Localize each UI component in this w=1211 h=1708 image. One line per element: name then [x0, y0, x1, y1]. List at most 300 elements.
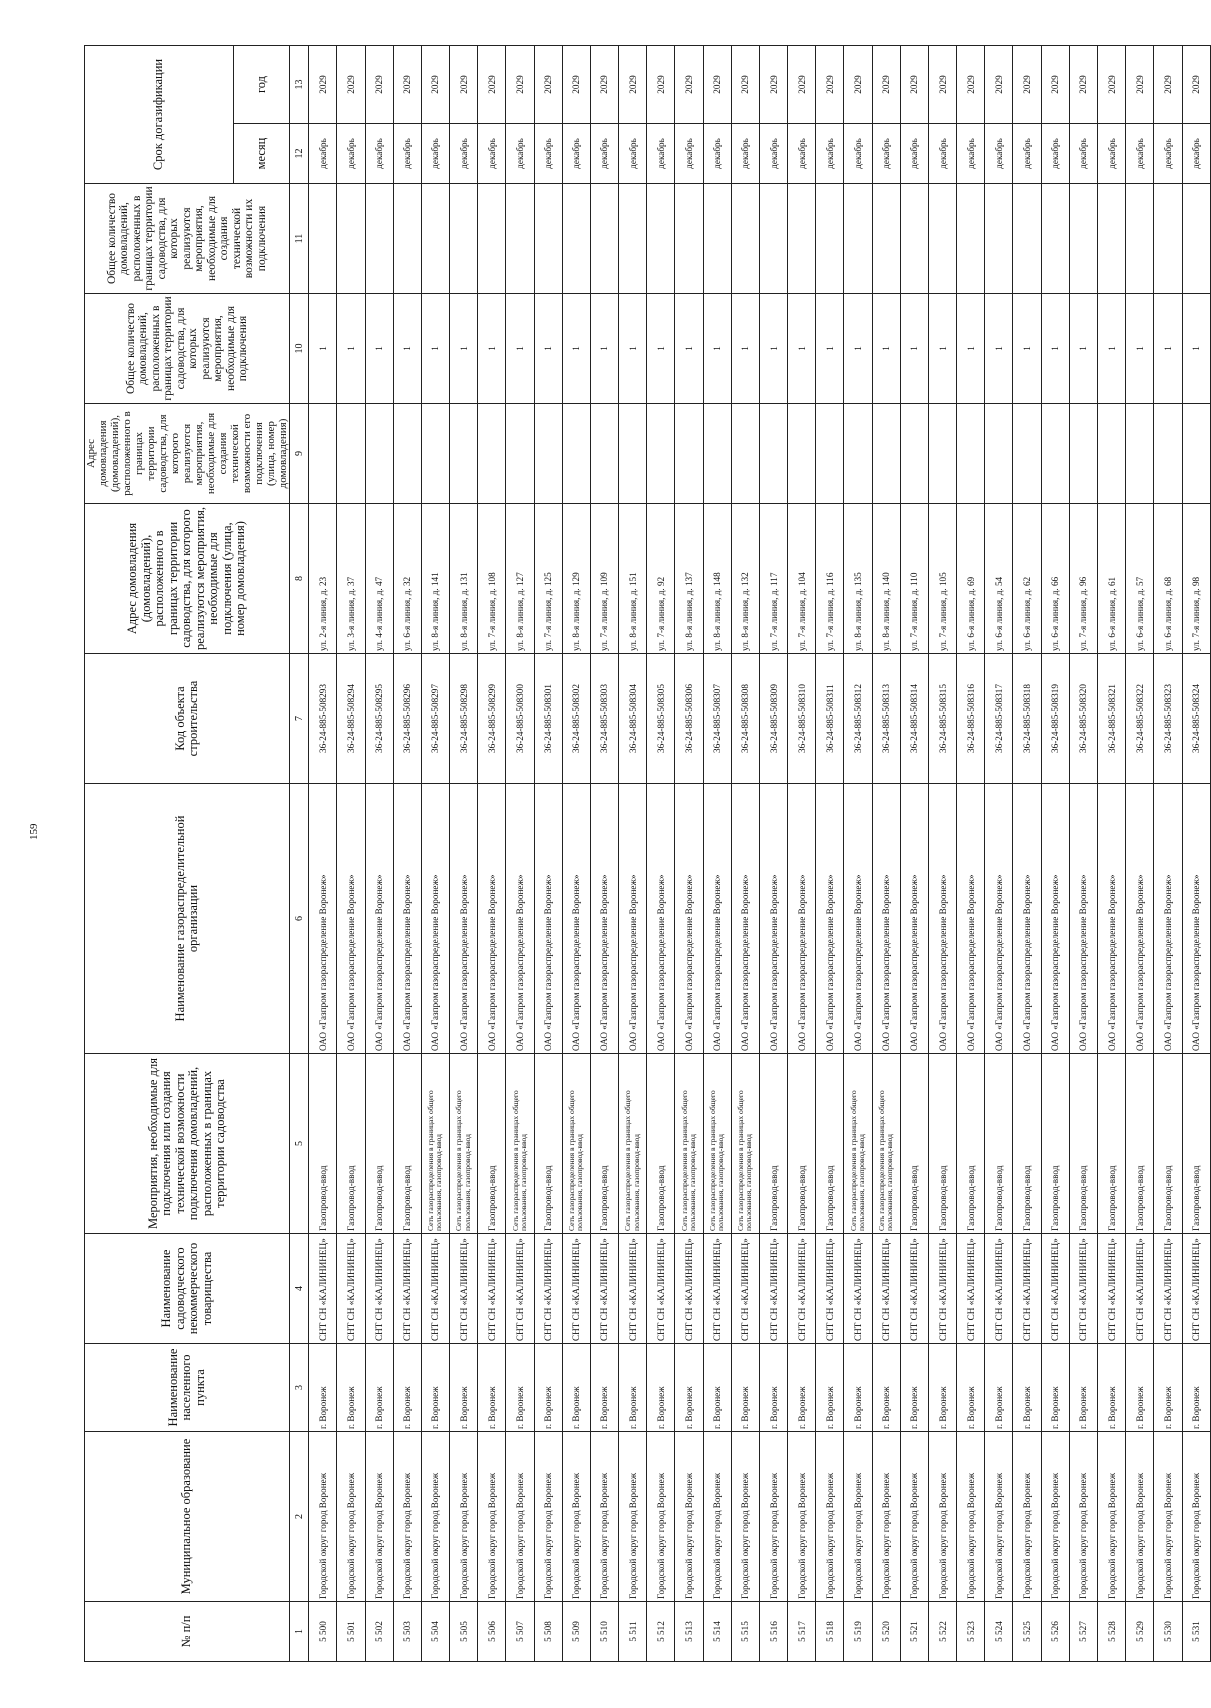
locality-cell: г. Воронеж: [421, 1344, 449, 1432]
table-row: [844, 46, 872, 1662]
locality-cell: г. Воронеж: [562, 1344, 590, 1432]
address-tech-cell: [478, 404, 506, 504]
column-number: 4: [290, 1234, 309, 1344]
object-code-cell: 36-24-885-508315: [928, 654, 956, 784]
header-count-connect: Общее количество домовладений, расположенных в границах территории садоводства, для которых реализуются мероприятия, необходимые для подключения: [85, 294, 290, 404]
count-tech-cell: [1013, 184, 1041, 294]
gas-org-cell: ОАО «Газпром газораспределение Воронеж»: [731, 784, 759, 1054]
count-connect-cell: 1: [478, 294, 506, 404]
address-cell: ул. 8-я линия, д. 131: [450, 504, 478, 654]
table-row: [1098, 46, 1126, 1662]
partnership-cell: СНТ СН «КАЛИНИНЕЦ»: [450, 1234, 478, 1344]
count-connect-cell: 1: [1069, 294, 1097, 404]
row-number: 5 506: [478, 1602, 506, 1662]
gas-org-cell: ОАО «Газпром газораспределение Воронеж»: [1126, 784, 1154, 1054]
municipality-cell: Городской округ город Воронеж: [759, 1432, 787, 1602]
partnership-cell: СНТ СН «КАЛИНИНЕЦ»: [1098, 1234, 1126, 1344]
month-cell: декабрь: [957, 124, 985, 184]
address-tech-cell: [309, 404, 337, 504]
page-number: 159: [28, 823, 40, 840]
month-cell: декабрь: [1069, 124, 1097, 184]
month-cell: декабрь: [393, 124, 421, 184]
year-cell: 2029: [506, 46, 534, 124]
object-code-cell: 36-24-885-508297: [421, 654, 449, 784]
address-cell: ул. 8-я линия, д. 127: [506, 504, 534, 654]
table-row: [478, 46, 506, 1662]
table-row: [506, 46, 534, 1662]
count-connect-cell: 1: [534, 294, 562, 404]
address-tech-cell: [957, 404, 985, 504]
column-number: 5: [290, 1054, 309, 1234]
count-tech-cell: [759, 184, 787, 294]
locality-cell: г. Воронеж: [1154, 1344, 1182, 1432]
address-cell: ул. 7-я линия, д. 110: [900, 504, 928, 654]
table-row: [731, 46, 759, 1662]
partnership-cell: СНТ СН «КАЛИНИНЕЦ»: [337, 1234, 365, 1344]
partnership-cell: СНТ СН «КАЛИНИНЕЦ»: [731, 1234, 759, 1344]
partnership-cell: СНТ СН «КАЛИНИНЕЦ»: [365, 1234, 393, 1344]
month-cell: декабрь: [478, 124, 506, 184]
column-number: 9: [290, 404, 309, 504]
address-cell: ул. 8-я линия, д. 151: [619, 504, 647, 654]
address-cell: ул. 7-я линия, д. 117: [759, 504, 787, 654]
partnership-cell: СНТ СН «КАЛИНИНЕЦ»: [985, 1234, 1013, 1344]
measure-cell: Газопровод-ввод: [928, 1054, 956, 1234]
month-cell: декабрь: [985, 124, 1013, 184]
year-cell: 2029: [872, 46, 900, 124]
count-tech-cell: [647, 184, 675, 294]
address-tech-cell: [337, 404, 365, 504]
month-cell: декабрь: [647, 124, 675, 184]
partnership-cell: СНТ СН «КАЛИНИНЕЦ»: [1041, 1234, 1069, 1344]
object-code-cell: 36-24-885-508313: [872, 654, 900, 784]
object-code-cell: 36-24-885-508319: [1041, 654, 1069, 784]
measure-cell: Сеть газораспределения в границах общего пользования, газопровод-ввод: [450, 1054, 478, 1234]
month-cell: декабрь: [872, 124, 900, 184]
row-number: 5 501: [337, 1602, 365, 1662]
rotated-page: [84, 46, 1202, 1662]
object-code-cell: 36-24-885-508306: [675, 654, 703, 784]
table-row: [562, 46, 590, 1662]
partnership-cell: СНТ СН «КАЛИНИНЕЦ»: [844, 1234, 872, 1344]
month-cell: декабрь: [534, 124, 562, 184]
month-cell: декабрь: [365, 124, 393, 184]
count-connect-cell: 1: [1154, 294, 1182, 404]
address-tech-cell: [590, 404, 618, 504]
table-row: [872, 46, 900, 1662]
row-number: 5 520: [872, 1602, 900, 1662]
object-code-cell: 36-24-885-508322: [1126, 654, 1154, 784]
partnership-cell: СНТ СН «КАЛИНИНЕЦ»: [1013, 1234, 1041, 1344]
partnership-cell: СНТ СН «КАЛИНИНЕЦ»: [506, 1234, 534, 1344]
table-row: [985, 46, 1013, 1662]
measure-cell: Сеть газораспределения в границах общего пользования, газопровод-ввод: [562, 1054, 590, 1234]
gas-org-cell: ОАО «Газпром газораспределение Воронеж»: [309, 784, 337, 1054]
row-number: 5 502: [365, 1602, 393, 1662]
count-connect-cell: 1: [731, 294, 759, 404]
table-row: [309, 46, 337, 1662]
object-code-cell: 36-24-885-508308: [731, 654, 759, 784]
address-tech-cell: [365, 404, 393, 504]
month-cell: декабрь: [703, 124, 731, 184]
partnership-cell: СНТ СН «КАЛИНИНЕЦ»: [788, 1234, 816, 1344]
gas-org-cell: ОАО «Газпром газораспределение Воронеж»: [478, 784, 506, 1054]
address-cell: ул. 6-я линия, д. 62: [1013, 504, 1041, 654]
month-cell: декабрь: [1182, 124, 1210, 184]
address-tech-cell: [703, 404, 731, 504]
header-deadline: Срок догазификации: [85, 46, 234, 184]
row-number: 5 528: [1098, 1602, 1126, 1662]
year-cell: 2029: [562, 46, 590, 124]
count-tech-cell: [619, 184, 647, 294]
row-number: 5 504: [421, 1602, 449, 1662]
gas-org-cell: ОАО «Газпром газораспределение Воронеж»: [788, 784, 816, 1054]
gas-org-cell: ОАО «Газпром газораспределение Воронеж»: [1098, 784, 1126, 1054]
month-cell: декабрь: [337, 124, 365, 184]
locality-cell: г. Воронеж: [365, 1344, 393, 1432]
gas-org-cell: ОАО «Газпром газораспределение Воронеж»: [675, 784, 703, 1054]
row-number: 5 519: [844, 1602, 872, 1662]
address-tech-cell: [1182, 404, 1210, 504]
year-cell: 2029: [309, 46, 337, 124]
column-number: 8: [290, 504, 309, 654]
table-row: [647, 46, 675, 1662]
count-connect-cell: 1: [365, 294, 393, 404]
measure-cell: Сеть газораспределения в границах общего пользования, газопровод-ввод: [844, 1054, 872, 1234]
month-cell: декабрь: [1041, 124, 1069, 184]
header-address-tech: Адрес домовладения (домовладений), расположенного в границах территории садоводства, для которого реализуются мероприятия, необходимые для создания технической возможности его подключения (улица, номер домовладения): [85, 404, 290, 504]
measure-cell: Газопровод-ввод: [1154, 1054, 1182, 1234]
table-row: [393, 46, 421, 1662]
month-cell: декабрь: [900, 124, 928, 184]
row-number: 5 514: [703, 1602, 731, 1662]
gas-org-cell: ОАО «Газпром газораспределение Воронеж»: [365, 784, 393, 1054]
municipality-cell: Городской округ город Воронеж: [619, 1432, 647, 1602]
gasification-table: [84, 45, 1211, 1662]
municipality-cell: Городской округ город Воронеж: [985, 1432, 1013, 1602]
object-code-cell: 36-24-885-508310: [788, 654, 816, 784]
year-cell: 2029: [844, 46, 872, 124]
year-cell: 2029: [928, 46, 956, 124]
object-code-cell: 36-24-885-508304: [619, 654, 647, 784]
address-cell: ул. 8-я линия, д. 140: [872, 504, 900, 654]
address-tech-cell: [900, 404, 928, 504]
month-cell: декабрь: [928, 124, 956, 184]
table-row: [619, 46, 647, 1662]
gas-org-cell: ОАО «Газпром газораспределение Воронеж»: [1041, 784, 1069, 1054]
gas-org-cell: ОАО «Газпром газораспределение Воронеж»: [421, 784, 449, 1054]
municipality-cell: Городской округ город Воронеж: [1098, 1432, 1126, 1602]
header-municipality: Муниципальное образование: [85, 1432, 290, 1602]
object-code-cell: 36-24-885-508305: [647, 654, 675, 784]
count-connect-cell: 1: [562, 294, 590, 404]
locality-cell: г. Воронеж: [957, 1344, 985, 1432]
table-row: [590, 46, 618, 1662]
locality-cell: г. Воронеж: [1069, 1344, 1097, 1432]
municipality-cell: Городской округ город Воронеж: [309, 1432, 337, 1602]
locality-cell: г. Воронеж: [337, 1344, 365, 1432]
municipality-cell: Городской округ город Воронеж: [788, 1432, 816, 1602]
header-measures: Мероприятия, необходимые для подключения или создания технической возможности подключения домовладений, расположенных в границах территории садоводства: [85, 1054, 290, 1234]
locality-cell: г. Воронеж: [393, 1344, 421, 1432]
row-number: 5 510: [590, 1602, 618, 1662]
header-partnership: Наименование садоводческого некоммерческого товарищества: [85, 1234, 290, 1344]
count-tech-cell: [1098, 184, 1126, 294]
table-row: [816, 46, 844, 1662]
measure-cell: Газопровод-ввод: [365, 1054, 393, 1234]
object-code-cell: 36-24-885-508317: [985, 654, 1013, 784]
locality-cell: г. Воронеж: [478, 1344, 506, 1432]
year-cell: 2029: [393, 46, 421, 124]
gas-org-cell: ОАО «Газпром газораспределение Воронеж»: [450, 784, 478, 1054]
year-cell: 2029: [900, 46, 928, 124]
count-tech-cell: [506, 184, 534, 294]
header-object-code: Код объекта строительства: [85, 654, 290, 784]
table-row: [365, 46, 393, 1662]
year-cell: 2029: [450, 46, 478, 124]
locality-cell: г. Воронеж: [590, 1344, 618, 1432]
address-cell: ул. 6-я линия, д. 61: [1098, 504, 1126, 654]
measure-cell: Газопровод-ввод: [1041, 1054, 1069, 1234]
count-tech-cell: [1041, 184, 1069, 294]
partnership-cell: СНТ СН «КАЛИНИНЕЦ»: [421, 1234, 449, 1344]
header-locality: Наименование населенного пункта: [85, 1344, 290, 1432]
month-cell: декабрь: [731, 124, 759, 184]
address-cell: ул. 7-я линия, д. 109: [590, 504, 618, 654]
partnership-cell: СНТ СН «КАЛИНИНЕЦ»: [1126, 1234, 1154, 1344]
table-row: [675, 46, 703, 1662]
locality-cell: г. Воронеж: [1041, 1344, 1069, 1432]
row-number: 5 503: [393, 1602, 421, 1662]
table-row: [900, 46, 928, 1662]
measure-cell: Газопровод-ввод: [957, 1054, 985, 1234]
locality-cell: г. Воронеж: [619, 1344, 647, 1432]
count-tech-cell: [731, 184, 759, 294]
measure-cell: Сеть газораспределения в границах общего пользования, газопровод-ввод: [703, 1054, 731, 1234]
address-tech-cell: [421, 404, 449, 504]
count-tech-cell: [900, 184, 928, 294]
address-tech-cell: [731, 404, 759, 504]
locality-cell: г. Воронеж: [731, 1344, 759, 1432]
address-tech-cell: [788, 404, 816, 504]
gas-org-cell: ОАО «Газпром газораспределение Воронеж»: [759, 784, 787, 1054]
count-connect-cell: 1: [759, 294, 787, 404]
year-cell: 2029: [1013, 46, 1041, 124]
partnership-cell: СНТ СН «КАЛИНИНЕЦ»: [703, 1234, 731, 1344]
municipality-cell: Городской округ город Воронеж: [1182, 1432, 1210, 1602]
header-num: № п/п: [85, 1602, 290, 1662]
locality-cell: г. Воронеж: [506, 1344, 534, 1432]
count-tech-cell: [1154, 184, 1182, 294]
municipality-cell: Городской округ город Воронеж: [590, 1432, 618, 1602]
municipality-cell: Городской округ город Воронеж: [393, 1432, 421, 1602]
count-connect-cell: 1: [1098, 294, 1126, 404]
count-connect-cell: 1: [1041, 294, 1069, 404]
measure-cell: Газопровод-ввод: [985, 1054, 1013, 1234]
address-tech-cell: [759, 404, 787, 504]
table-row: [1041, 46, 1069, 1662]
gas-org-cell: ОАО «Газпром газораспределение Воронеж»: [703, 784, 731, 1054]
address-cell: ул. 7-я линия, д. 98: [1182, 504, 1210, 654]
year-cell: 2029: [1041, 46, 1069, 124]
header-month: месяц: [233, 124, 289, 184]
municipality-cell: Городской округ город Воронеж: [450, 1432, 478, 1602]
table-row: [1013, 46, 1041, 1662]
header-gas-org: Наименование газораспределительной организации: [85, 784, 290, 1054]
count-connect-cell: 1: [816, 294, 844, 404]
count-tech-cell: [928, 184, 956, 294]
address-cell: ул. 6-я линия, д. 57: [1126, 504, 1154, 654]
gas-org-cell: ОАО «Газпром газораспределение Воронеж»: [985, 784, 1013, 1054]
municipality-cell: Городской округ город Воронеж: [421, 1432, 449, 1602]
column-number: 12: [290, 124, 309, 184]
gas-org-cell: ОАО «Газпром газораспределение Воронеж»: [872, 784, 900, 1054]
table-row: [337, 46, 365, 1662]
measure-cell: Газопровод-ввод: [647, 1054, 675, 1234]
object-code-cell: 36-24-885-508294: [337, 654, 365, 784]
locality-cell: г. Воронеж: [1126, 1344, 1154, 1432]
gas-org-cell: ОАО «Газпром газораспределение Воронеж»: [590, 784, 618, 1054]
address-cell: ул. 6-я линия, д. 66: [1041, 504, 1069, 654]
count-tech-cell: [365, 184, 393, 294]
count-tech-cell: [562, 184, 590, 294]
measure-cell: Газопровод-ввод: [337, 1054, 365, 1234]
column-number: 7: [290, 654, 309, 784]
count-tech-cell: [450, 184, 478, 294]
column-number: 11: [290, 184, 309, 294]
gas-org-cell: ОАО «Газпром газораспределение Воронеж»: [957, 784, 985, 1054]
address-cell: ул. 7-я линия, д. 108: [478, 504, 506, 654]
address-cell: ул. 8-я линия, д. 148: [703, 504, 731, 654]
table-row: [703, 46, 731, 1662]
partnership-cell: СНТ СН «КАЛИНИНЕЦ»: [675, 1234, 703, 1344]
municipality-cell: Городской округ город Воронеж: [478, 1432, 506, 1602]
row-number: 5 513: [675, 1602, 703, 1662]
address-cell: ул. 6-я линия, д. 32: [393, 504, 421, 654]
month-cell: декабрь: [562, 124, 590, 184]
row-number: 5 518: [816, 1602, 844, 1662]
year-cell: 2029: [647, 46, 675, 124]
count-connect-cell: 1: [506, 294, 534, 404]
address-tech-cell: [450, 404, 478, 504]
gas-org-cell: ОАО «Газпром газораспределение Воронеж»: [1154, 784, 1182, 1054]
gas-org-cell: ОАО «Газпром газораспределение Воронеж»: [534, 784, 562, 1054]
month-cell: декабрь: [1013, 124, 1041, 184]
measure-cell: Сеть газораспределения в границах общего пользования, газопровод-ввод: [872, 1054, 900, 1234]
month-cell: декабрь: [590, 124, 618, 184]
gas-org-cell: ОАО «Газпром газораспределение Воронеж»: [1069, 784, 1097, 1054]
gas-org-cell: ОАО «Газпром газораспределение Воронеж»: [844, 784, 872, 1054]
partnership-cell: СНТ СН «КАЛИНИНЕЦ»: [619, 1234, 647, 1344]
partnership-cell: СНТ СН «КАЛИНИНЕЦ»: [534, 1234, 562, 1344]
month-cell: декабрь: [506, 124, 534, 184]
measure-cell: Газопровод-ввод: [478, 1054, 506, 1234]
object-code-cell: 36-24-885-508300: [506, 654, 534, 784]
partnership-cell: СНТ СН «КАЛИНИНЕЦ»: [872, 1234, 900, 1344]
object-code-cell: 36-24-885-508316: [957, 654, 985, 784]
address-tech-cell: [1154, 404, 1182, 504]
count-tech-cell: [534, 184, 562, 294]
address-cell: ул. 7-я линия, д. 125: [534, 504, 562, 654]
municipality-cell: Городской округ город Воронеж: [703, 1432, 731, 1602]
count-connect-cell: 1: [590, 294, 618, 404]
object-code-cell: 36-24-885-508307: [703, 654, 731, 784]
municipality-cell: Городской округ город Воронеж: [928, 1432, 956, 1602]
year-cell: 2029: [421, 46, 449, 124]
partnership-cell: СНТ СН «КАЛИНИНЕЦ»: [562, 1234, 590, 1344]
address-cell: ул. 8-я линия, д. 132: [731, 504, 759, 654]
row-number: 5 508: [534, 1602, 562, 1662]
object-code-cell: 36-24-885-508295: [365, 654, 393, 784]
object-code-cell: 36-24-885-508309: [759, 654, 787, 784]
locality-cell: г. Воронеж: [816, 1344, 844, 1432]
address-tech-cell: [675, 404, 703, 504]
count-connect-cell: 1: [619, 294, 647, 404]
count-tech-cell: [1069, 184, 1097, 294]
address-tech-cell: [1069, 404, 1097, 504]
row-number: 5 521: [900, 1602, 928, 1662]
count-connect-cell: 1: [421, 294, 449, 404]
municipality-cell: Городской округ город Воронеж: [337, 1432, 365, 1602]
locality-cell: г. Воронеж: [759, 1344, 787, 1432]
partnership-cell: СНТ СН «КАЛИНИНЕЦ»: [928, 1234, 956, 1344]
municipality-cell: Городской округ город Воронеж: [957, 1432, 985, 1602]
partnership-cell: СНТ СН «КАЛИНИНЕЦ»: [590, 1234, 618, 1344]
address-tech-cell: [506, 404, 534, 504]
partnership-cell: СНТ СН «КАЛИНИНЕЦ»: [816, 1234, 844, 1344]
municipality-cell: Городской округ город Воронеж: [562, 1432, 590, 1602]
count-tech-cell: [1126, 184, 1154, 294]
partnership-cell: СНТ СН «КАЛИНИНЕЦ»: [759, 1234, 787, 1344]
year-cell: 2029: [590, 46, 618, 124]
object-code-cell: 36-24-885-508320: [1069, 654, 1097, 784]
count-connect-cell: 1: [337, 294, 365, 404]
gas-org-cell: ОАО «Газпром газораспределение Воронеж»: [900, 784, 928, 1054]
row-number: 5 515: [731, 1602, 759, 1662]
address-cell: ул. 7-я линия, д. 105: [928, 504, 956, 654]
gas-org-cell: ОАО «Газпром газораспределение Воронеж»: [337, 784, 365, 1054]
address-cell: ул. 8-я линия, д. 137: [675, 504, 703, 654]
address-tech-cell: [534, 404, 562, 504]
table-row: [1126, 46, 1154, 1662]
partnership-cell: СНТ СН «КАЛИНИНЕЦ»: [647, 1234, 675, 1344]
count-tech-cell: [872, 184, 900, 294]
table-row: [534, 46, 562, 1662]
count-connect-cell: 1: [309, 294, 337, 404]
address-cell: ул. 8-я линия, д. 135: [844, 504, 872, 654]
row-number: 5 522: [928, 1602, 956, 1662]
table-row: [1069, 46, 1097, 1662]
year-cell: 2029: [1154, 46, 1182, 124]
locality-cell: г. Воронеж: [703, 1344, 731, 1432]
address-cell: ул. 7-я линия, д. 116: [816, 504, 844, 654]
locality-cell: г. Воронеж: [928, 1344, 956, 1432]
measure-cell: Газопровод-ввод: [1126, 1054, 1154, 1234]
count-connect-cell: 1: [957, 294, 985, 404]
row-number: 5 511: [619, 1602, 647, 1662]
count-connect-cell: 1: [675, 294, 703, 404]
measure-cell: Сеть газораспределения в границах общего пользования, газопровод-ввод: [421, 1054, 449, 1234]
partnership-cell: СНТ СН «КАЛИНИНЕЦ»: [1069, 1234, 1097, 1344]
measure-cell: Газопровод-ввод: [759, 1054, 787, 1234]
municipality-cell: Городской округ город Воронеж: [816, 1432, 844, 1602]
municipality-cell: Городской округ город Воронеж: [675, 1432, 703, 1602]
row-number: 5 516: [759, 1602, 787, 1662]
address-tech-cell: [1013, 404, 1041, 504]
count-connect-cell: 1: [647, 294, 675, 404]
row-number: 5 512: [647, 1602, 675, 1662]
address-cell: ул. 8-я линия, д. 141: [421, 504, 449, 654]
